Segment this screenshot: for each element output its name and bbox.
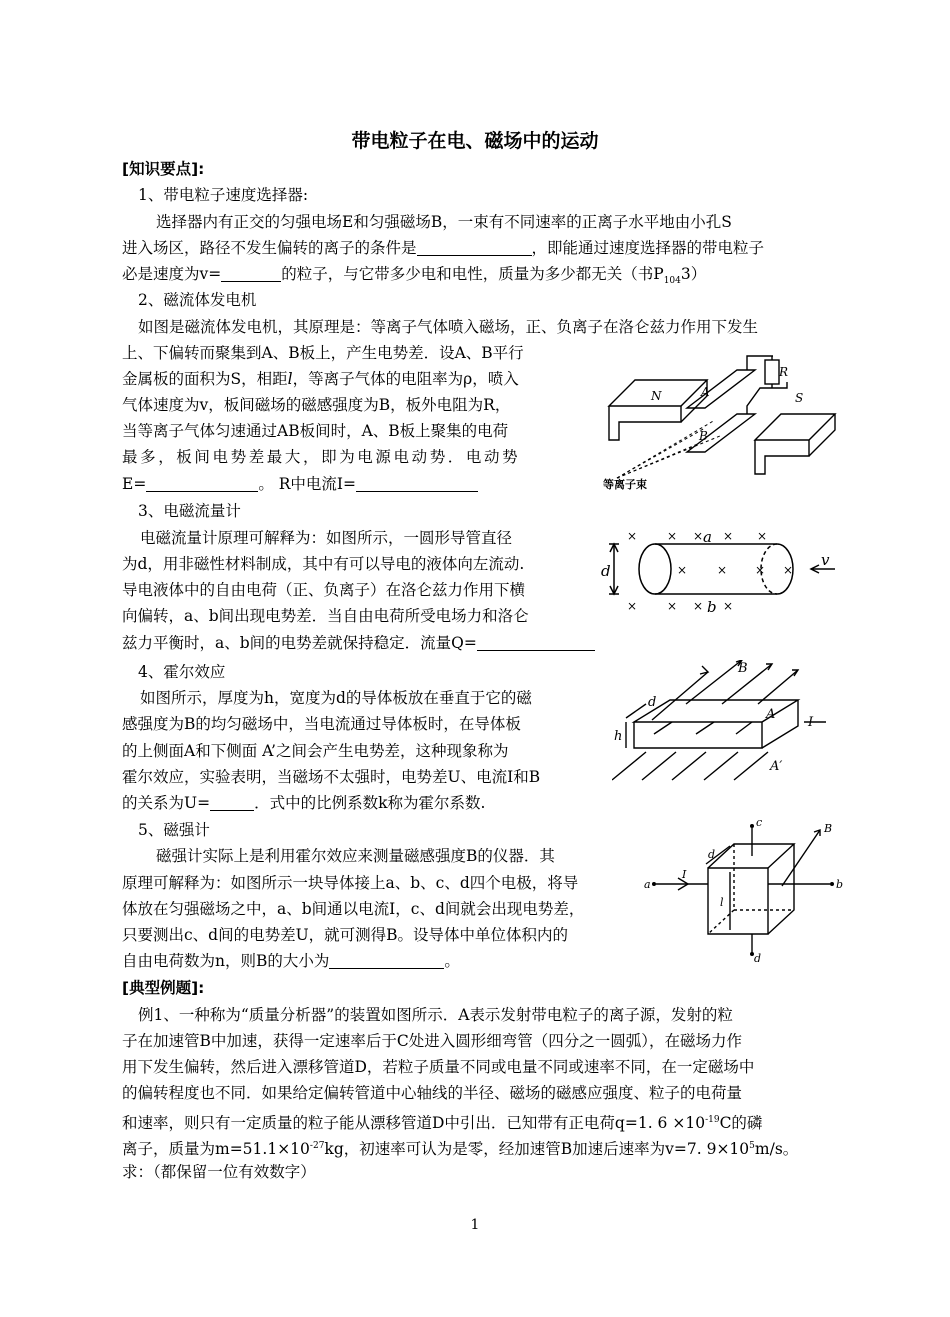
s1-text: 进入场区，路径不发生偏转的离子的条件是 ，即能通过速度选择器的带电粒子 (122, 239, 765, 257)
ex1-text: 子在加速管B中加速，获得一定速率后于C处进入圆形细弯管（四分之一圆弧），在磁场力作 (122, 1032, 743, 1050)
s3-text: 导电液体中的自由电荷（正、负离子）在洛仑兹力作用下横 (122, 581, 526, 599)
label-a: a (644, 878, 651, 891)
s5-text: 自由电荷数为n，则B的大小为 。 (122, 952, 460, 970)
label-c: c (756, 816, 763, 829)
knowledge-heading: [知识要点]: (122, 160, 205, 178)
page-title: 带电粒子在电、磁场中的运动 (351, 130, 599, 152)
label-b: B (699, 429, 708, 443)
mhd-generator-figure (595, 348, 840, 493)
label-i: I (808, 715, 814, 730)
label-h: h (614, 729, 623, 744)
cross-mark: × (757, 529, 768, 543)
s2-text: 上、下偏转而聚集到A、B板上，产生电势差．设A、B平行 (122, 344, 524, 362)
cross-mark: × (627, 529, 638, 543)
label-field-b: B (824, 822, 833, 835)
label-d-width: d (708, 848, 716, 861)
cross-mark: × (627, 599, 638, 613)
cross-mark: × (783, 563, 794, 577)
cross-mark: × (693, 599, 704, 613)
label-a: a (703, 528, 712, 546)
s2-heading: 2、磁流体发电机 (138, 291, 257, 309)
s3-text: 向偏转，a、b间出现电势差．当自由电荷所受电场力和洛仑 (122, 607, 529, 625)
cross-mark: × (667, 529, 678, 543)
s4-text: 的关系为U= ．式中的比例系数k称为霍尔系数. (122, 794, 486, 812)
answer-blank[interactable] (477, 634, 595, 651)
label-a: A (766, 707, 776, 722)
s2-text: 当等离子气体匀速通过AB板间时，A、B板上聚集的电荷 (122, 422, 509, 440)
ex1-text: 用下发生偏转，然后进入漂移管道D，若粒子质量不同或电量不同或速率不同，在一定磁场中 (122, 1058, 755, 1076)
ex1-text: 求：（都保留一位有效数字） (122, 1163, 316, 1181)
magnetometer-figure (642, 812, 847, 964)
page-number: 1 (470, 1217, 480, 1233)
hall-effect-figure (612, 660, 837, 785)
cross-mark: × (755, 563, 766, 577)
figure-caption: 等离子束 (603, 478, 647, 491)
label-a-prime: A′ (770, 759, 783, 774)
answer-blank[interactable] (210, 794, 254, 811)
s2-text: 金属板的面积为S，相距l，等离子气体的电阻率为ρ，喷入 (122, 370, 519, 388)
examples-heading: [典型例题]: (122, 979, 205, 997)
label-v: v (821, 551, 830, 569)
s4-heading: 4、霍尔效应 (138, 663, 226, 681)
s2-text: 气体速度为v，板间磁场的磁感强度为B，板外电阻为R， (122, 396, 511, 414)
s2-text: 最多，板间电势差最大，即为电源电动势．电动势 (122, 448, 521, 466)
cross-mark: × (677, 563, 688, 577)
label-n: N (651, 389, 662, 403)
s5-text: 体放在匀强磁场之中，a、b间通以电流I，c、d间就会出现电势差， (122, 900, 585, 918)
cross-mark: × (693, 529, 704, 543)
flowmeter-figure (597, 522, 842, 617)
label-r: R (779, 365, 789, 379)
label-b: b (836, 878, 844, 891)
answer-blank[interactable] (221, 265, 281, 282)
s3-text: 为d，用非磁性材料制成，其中有可以导电的液体向左流动. (122, 555, 525, 573)
s5-text: 只要测出c、d间的电势差U，就可测得B。设导体中单位体积内的 (122, 926, 569, 944)
label-a: A (701, 385, 710, 399)
s5-text: 原理可解释为：如图所示一块导体接上a、b、c、d四个电极，将导 (122, 874, 579, 892)
label-d: d (601, 562, 611, 580)
cross-mark: × (723, 529, 734, 543)
ex1-text: 例1、一种称为“质量分析器”的装置如图所示．A表示发射带电粒子的离子源，发射的粒 (138, 1006, 733, 1024)
s4-text: 霍尔效应，实验表明，当磁场不太强时，电势差U、电流I和B (122, 768, 541, 786)
s3-heading: 3、电磁流量计 (138, 502, 241, 520)
ex1-text: 离子，质量为$m=51.1\times 10^{-27}kg$，初速率可认为是零，经加速管B加速后速率为v=7. $9\times 10^5m/s$。 (122, 1140, 799, 1159)
s3-text: 电磁流量计原理可解释为：如图所示，一圆形导管直径 (140, 529, 513, 547)
s5-text: 磁强计实际上是利用霍尔效应来测量磁感强度B的仪器．其 (156, 847, 555, 865)
s4-text: 的上侧面A和下侧面 A’之间会产生电势差，这种现象称为 (122, 742, 509, 760)
label-i: I (682, 868, 687, 881)
answer-blank[interactable] (356, 475, 478, 492)
s2-text: 如图是磁流体发电机，其原理是：等离子气体喷入磁场，正、负离子在洛仑兹力作用下发生 (138, 318, 759, 336)
s2-text: E= 。 R中电流I= (122, 471, 478, 497)
s1-text: 必是速度为v= 的粒子，与它带多少电和电性，质量为多少都无关（书$P_{104}3$） (122, 265, 707, 287)
label-b: b (707, 598, 717, 616)
answer-blank[interactable] (417, 239, 532, 256)
ex1-text: 的偏转程度也不同．如果给定偏转管道中心轴线的半径、磁场的磁感应强度、粒子的电荷量 (122, 1084, 743, 1102)
ex1-text: 和速率，则只有一定质量的粒子能从漂移管道D中引出．已知带有正电荷q=1. $6 \times 10^{-19}C$的磷 (122, 1114, 763, 1133)
cross-mark: × (717, 563, 728, 577)
s3-text: 兹力平衡时，a、b间的电势差就保持稳定．流量Q= (122, 630, 595, 656)
s5-heading: 5、磁强计 (138, 821, 210, 839)
label-s: S (795, 391, 804, 405)
answer-blank[interactable] (146, 475, 258, 492)
label-d: d (648, 695, 657, 710)
cross-mark: × (723, 599, 734, 613)
answer-blank[interactable] (329, 952, 444, 969)
s1-heading: 1、带电粒子速度选择器: (138, 186, 309, 204)
s4-text: 如图所示，厚度为h，宽度为d的导体板放在垂直于它的磁 (140, 689, 532, 707)
s1-text: 选择器内有正交的匀强电场E和匀强磁场B，一束有不同速率的正离子水平地由小孔S (156, 213, 732, 231)
label-l: l (720, 896, 724, 909)
label-d: d (754, 952, 762, 964)
label-b: B (738, 661, 748, 676)
cross-mark: × (667, 599, 678, 613)
s4-text: 感强度为B的均匀磁场中，当电流通过导体板时，在导体板 (122, 715, 521, 733)
